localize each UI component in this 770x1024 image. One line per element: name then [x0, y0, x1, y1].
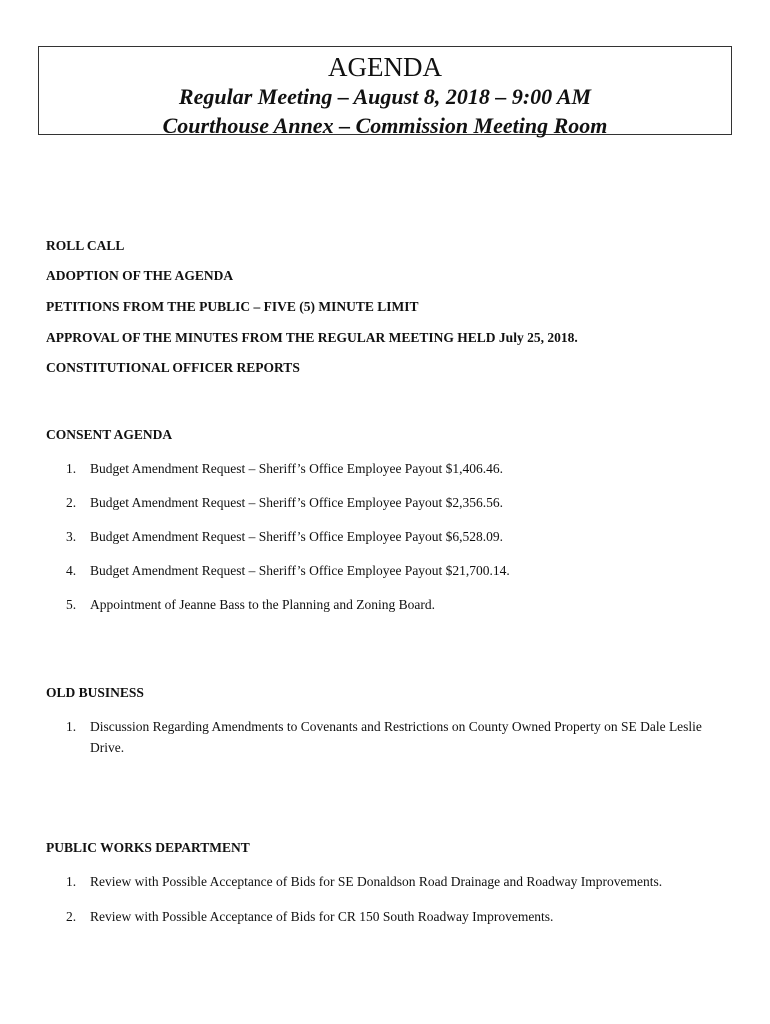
consent-item	[66, 458, 736, 479]
consent-item	[66, 560, 736, 581]
item-text: Budget Amendment Request – Sheriff’s Office Employee Payout $21,700.14.	[90, 563, 510, 578]
agenda-title: AGENDA	[328, 52, 442, 82]
public-petitions-heading: PETITIONS FROM THE PUBLIC – FIVE (5) MINUTE LIMIT	[46, 299, 419, 314]
item-number: 2.	[66, 909, 77, 924]
constitutional-officer-reports-heading: CONSTITUTIONAL OFFICER REPORTS	[46, 360, 300, 375]
item-text: Budget Amendment Request – Sheriff’s Office Employee Payout $2,356.56.	[90, 495, 504, 510]
item-text: Review with Possible Acceptance of Bids for SE Donaldson Road Drainage and Roadway Improvements.	[90, 874, 663, 889]
item-number: 2.	[66, 495, 77, 510]
item-number: 1.	[66, 874, 77, 889]
item-text: Review with Possible Acceptance of Bids for CR 150 South Roadway Improvements.	[90, 909, 554, 924]
consent-agenda-heading: CONSENT AGENDA	[46, 427, 173, 442]
adoption-of-agenda-heading: ADOPTION OF THE AGENDA	[46, 268, 234, 283]
meeting-location-line: Courthouse Annex – Commission Meeting Room	[162, 113, 608, 138]
minutes-approval-heading: APPROVAL OF THE MINUTES FROM THE REGULAR MEETING HELD July 25, 2018.	[46, 330, 578, 345]
item-number: 5.	[66, 597, 77, 612]
meeting-date-line: Regular Meeting – August 8, 2018 – 9:00 AM	[178, 84, 592, 109]
roll-call-heading: ROLL CALL	[46, 238, 125, 253]
item-text: Appointment of Jeanne Bass to the Planning and Zoning Board.	[90, 597, 435, 612]
consent-item	[66, 594, 736, 615]
item-number: 1.	[66, 719, 77, 734]
item-text: Budget Amendment Request – Sheriff’s Office Employee Payout $1,406.46.	[90, 461, 504, 476]
public-works-heading: PUBLIC WORKS DEPARTMENT	[46, 840, 250, 855]
item-text: Discussion Regarding Amendments to Covenants and Restrictions on County Owned Property on SE Dale Leslie Drive.	[90, 719, 702, 755]
public-works-item	[66, 906, 736, 927]
consent-item	[66, 492, 736, 513]
item-text: Budget Amendment Request – Sheriff’s Office Employee Payout $6,528.09.	[90, 529, 504, 544]
agenda-header-box	[38, 46, 732, 138]
old-business-item	[66, 716, 736, 758]
item-number: 4.	[66, 563, 77, 578]
old-business-heading: OLD BUSINESS	[46, 685, 144, 700]
public-works-item	[66, 871, 736, 892]
consent-item	[66, 526, 736, 547]
item-number: 1.	[66, 461, 77, 476]
item-number: 3.	[66, 529, 77, 544]
